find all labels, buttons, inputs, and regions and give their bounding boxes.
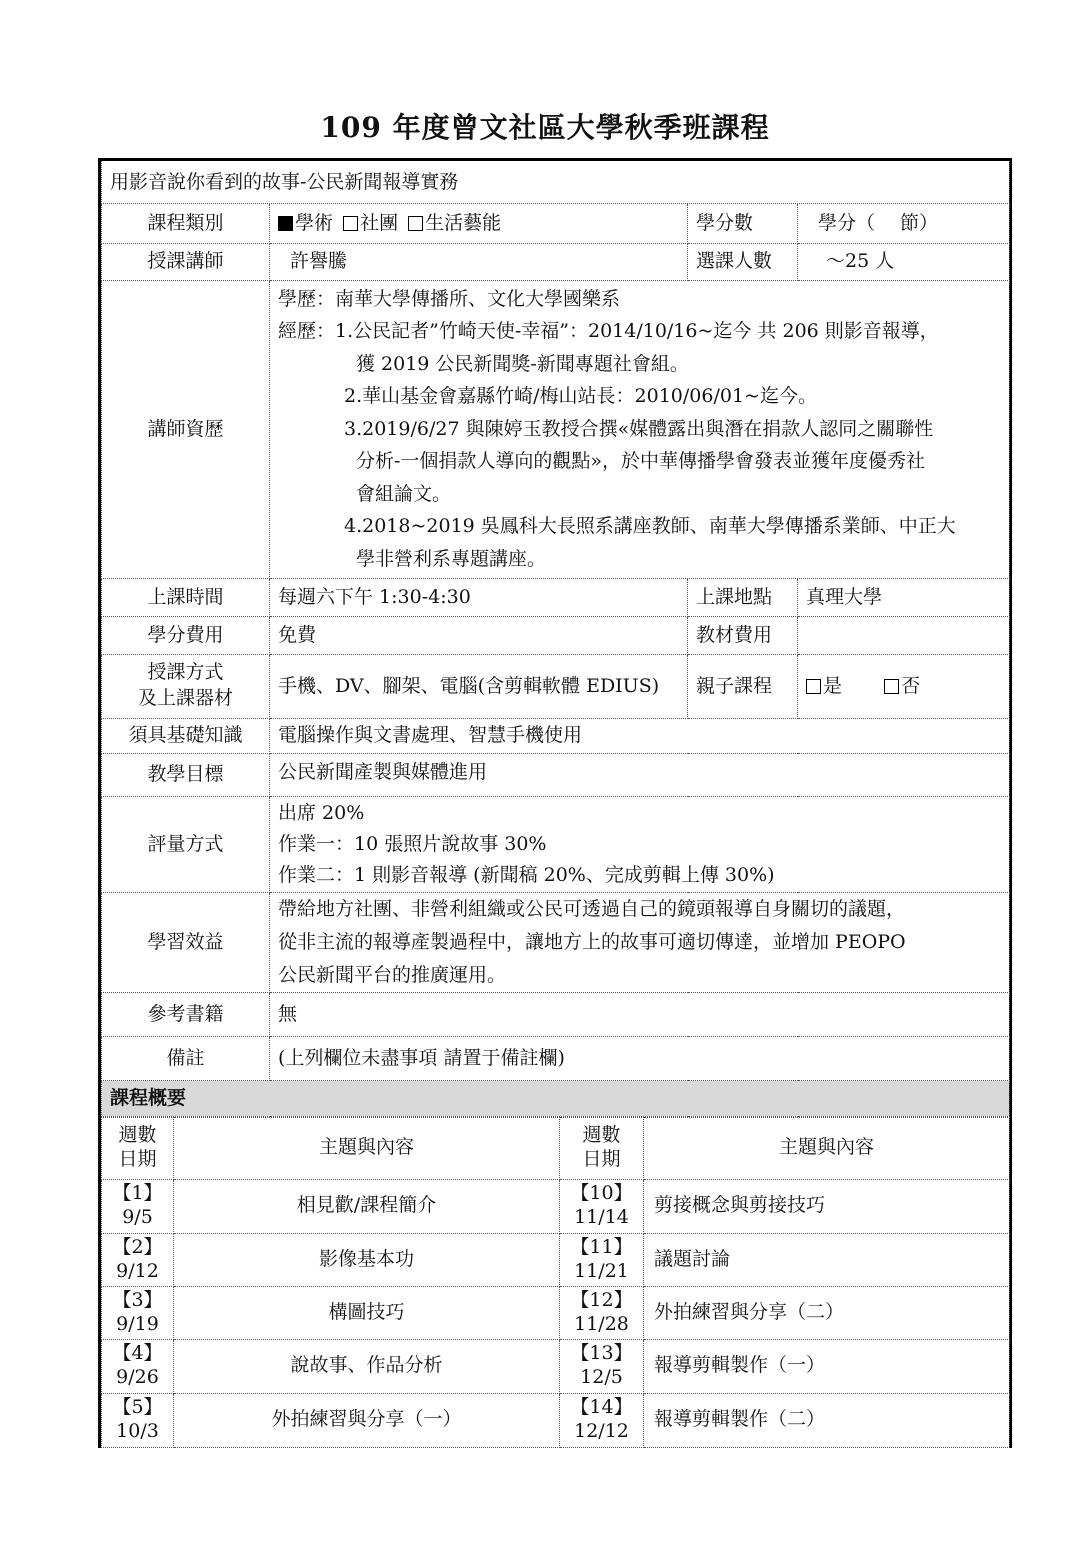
benefit-line: 公民新聞平台的推廣運用。 (278, 963, 507, 986)
bio-exp-3c: 會組論文。 (356, 482, 452, 505)
goal-value: 公民新聞產製與媒體進用 (270, 753, 1010, 796)
bio-exp-3b: 分析-一個捐款人導向的觀點»，於中華傳播學會發表並獲年度優秀社 (356, 450, 926, 473)
week-number: 【3】 (112, 1288, 163, 1311)
enroll-value: ～25 人 (798, 243, 1010, 280)
goal-label: 教學目標 (102, 753, 270, 796)
schedule-table (101, 1117, 1010, 1448)
schedule-row (102, 1233, 1010, 1286)
topic-left: 外拍練習與分享（一） (174, 1393, 560, 1447)
week-date: 10/3 (116, 1420, 159, 1442)
topic-right: 剪接概念與剪接技巧 (644, 1179, 1010, 1233)
header-week-label: 週數 (582, 1124, 621, 1147)
week-date: 11/14 (574, 1206, 629, 1228)
week-number: 【12】 (570, 1288, 633, 1311)
bio-exp-2: 2.華山基金會嘉縣竹崎/梅山站長：2010/06/01~迄今。 (344, 385, 817, 408)
teacher-value: 許譽騰 (270, 243, 688, 280)
week-number: 【2】 (112, 1235, 163, 1258)
material-fee-label: 教材費用 (688, 616, 798, 654)
schedule-header-week-right (560, 1117, 644, 1179)
week-number: 【14】 (570, 1396, 633, 1419)
assessment-line: 作業二：1 則影音報導 (新聞稿 20%、完成剪輯上傳 30%) (278, 863, 775, 886)
schedule-row (102, 1286, 1010, 1339)
topic-left: 相見歡/課程簡介 (174, 1179, 560, 1233)
bio-label: 講師資歷 (102, 280, 270, 578)
course-name: 用影音說你看到的故事-公民新聞報導實務 (102, 161, 1010, 203)
header-date-label: 日期 (582, 1148, 621, 1170)
bio-education: 學歷：南華大學傳播所、文化大學國樂系 (278, 287, 621, 310)
document-title: 109 年度曾文社區大學秋季班課程 (320, 111, 770, 144)
week-number: 【5】 (112, 1396, 163, 1419)
bio-exp-1b: 獲 2019 公民新聞獎-新聞專題社會組。 (356, 352, 689, 375)
benefit-line: 從非主流的報導產製過程中，讓地方上的故事可適切傳達，並增加 PEOPO (278, 930, 906, 953)
family-options (798, 654, 1010, 718)
topic-left: 影像基本功 (174, 1233, 560, 1286)
week-date: 11/21 (574, 1259, 629, 1282)
assessment-label: 評量方式 (102, 796, 270, 892)
header-week-label: 週數 (118, 1124, 157, 1147)
schedule-header-topic-right: 主題與內容 (644, 1117, 1010, 1179)
references-label: 參考書籍 (102, 992, 270, 1036)
benefit-line: 帶給地方社團、非營利組織或公民可透過自己的鏡頭報導自身關切的議題， (278, 897, 906, 920)
topic-left: 構圖技巧 (174, 1286, 560, 1339)
family-yes-label: 是 (823, 674, 843, 697)
option-club: 社團 (360, 211, 399, 234)
topic-left: 說故事、作品分析 (174, 1339, 560, 1393)
week-date: 11/28 (574, 1312, 629, 1335)
week-number: 【4】 (112, 1342, 163, 1365)
option-academic: 學術 (295, 211, 334, 234)
schedule-row (102, 1339, 1010, 1393)
week-date: 9/5 (122, 1206, 153, 1228)
references-value: 無 (270, 992, 1010, 1036)
credits-value: 學分（ 節） (798, 203, 1010, 243)
prereq-label: 須具基礎知識 (102, 718, 270, 753)
enroll-label: 選課人數 (688, 243, 798, 280)
week-number: 【1】 (112, 1182, 163, 1205)
credits-label: 學分數 (688, 203, 798, 243)
schedule-row (102, 1393, 1010, 1447)
week-number: 【10】 (570, 1182, 633, 1205)
location-label: 上課地點 (688, 578, 798, 616)
material-fee-value (798, 616, 1010, 654)
benefit-label: 學習效益 (102, 892, 270, 992)
schedule-row (102, 1179, 1010, 1233)
schedule-header-topic-left: 主題與內容 (174, 1117, 560, 1179)
schedule-title: 課程概要 (102, 1080, 1010, 1116)
prereq-value: 電腦操作與文書處理、智慧手機使用 (270, 718, 1010, 753)
checkbox-family-yes[interactable] (806, 679, 821, 694)
assessment-line: 作業一：10 張照片說故事 30% (278, 832, 547, 855)
checkbox-academic[interactable] (278, 216, 293, 231)
checkbox-family-no[interactable] (884, 679, 899, 694)
week-date: 9/12 (116, 1259, 159, 1282)
assessment-line: 出席 20% (278, 801, 365, 824)
topic-right: 報導剪輯製作（二） (644, 1393, 1010, 1447)
course-form (98, 158, 1012, 1448)
benefit-content (270, 892, 1010, 992)
location-value: 真理大學 (798, 578, 1010, 616)
checkbox-club[interactable] (343, 216, 358, 231)
week-date: 12/5 (580, 1366, 623, 1388)
category-options (270, 203, 688, 243)
header-date-label: 日期 (118, 1148, 157, 1170)
category-label: 課程類別 (102, 203, 270, 243)
bio-exp-3a: 3.2019/6/27 與陳婷玉教授合撰«媒體露出與潛在捐款人認同之關聯性 (344, 417, 934, 440)
schedule-header-week-left (102, 1117, 174, 1179)
week-date: 9/19 (116, 1312, 159, 1335)
family-no-label: 否 (901, 674, 921, 697)
method-label-line-2: 及上課器材 (137, 687, 233, 709)
time-label: 上課時間 (102, 578, 270, 616)
checkbox-life-arts[interactable] (408, 216, 423, 231)
week-date: 9/26 (116, 1366, 159, 1388)
week-date: 12/12 (574, 1420, 629, 1442)
assessment-content (270, 796, 1010, 892)
time-value: 每週六下午 1:30-4:30 (270, 578, 688, 616)
topic-right: 議題討論 (644, 1233, 1010, 1286)
notes-value: (上列欄位未盡事項 請置于備註欄) (270, 1036, 1010, 1080)
topic-right: 報導剪輯製作（一） (644, 1339, 1010, 1393)
bio-exp-1a: 經歷：1.公民記者”竹崎天使-幸福”：2014/10/16~迄今 共 206 則影音報導， (278, 320, 939, 343)
course-info-table (101, 161, 1010, 1117)
notes-label: 備註 (102, 1036, 270, 1080)
bio-content (270, 280, 1010, 578)
fee-label: 學分費用 (102, 616, 270, 654)
family-label: 親子課程 (688, 654, 798, 718)
bio-exp-4b: 學非營利系專題講座。 (356, 547, 547, 570)
method-value: 手機、DV、腳架、電腦(含剪輯軟體 EDIUS) (270, 654, 688, 718)
option-life-arts: 生活藝能 (425, 211, 502, 234)
fee-value: 免費 (270, 616, 688, 654)
method-label (102, 654, 270, 718)
bio-exp-4a: 4.2018~2019 吳鳳科大長照系講座教師、南華大學傳播系業師、中正大 (344, 515, 956, 538)
topic-right: 外拍練習與分享（二） (644, 1286, 1010, 1339)
week-number: 【13】 (570, 1342, 633, 1365)
week-number: 【11】 (570, 1235, 633, 1258)
teacher-label: 授課講師 (102, 243, 270, 280)
method-label-line-1: 授課方式 (147, 661, 224, 684)
